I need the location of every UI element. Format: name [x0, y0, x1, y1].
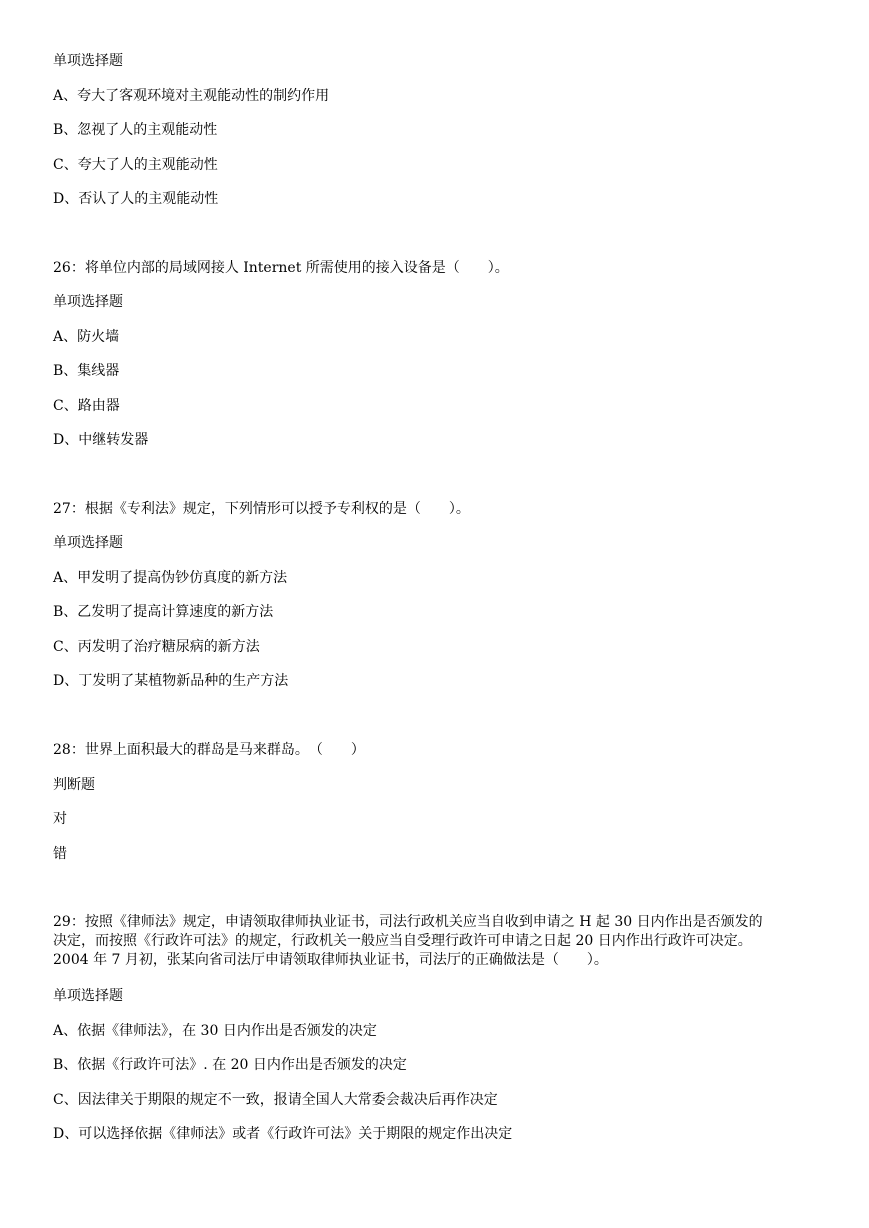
q25-option-c: C、夸大了人的主观能动性: [53, 157, 218, 173]
q26-option-b: B、集线器: [53, 363, 120, 379]
q26-question: 26：将单位内部的局域网接人 Internet 所需使用的接入设备是（ ）。: [53, 260, 509, 276]
q29-question: [53, 913, 823, 970]
q26-option-a: A、防火墙: [53, 329, 120, 345]
q29-question-line-1: 29：按照《律师法》规定，申请领取律师执业证书，司法行政机关应当自收到申请之 H 起 30 日内作出是否颁发的: [53, 914, 763, 930]
q29-option-d: D、可以选择依据《律师法》或者《行政许可法》关于期限的规定作出决定: [53, 1126, 513, 1142]
q26-type: 单项选择题: [53, 294, 123, 310]
q26-option-c: C、路由器: [53, 398, 120, 414]
q28-question: 28：世界上面积最大的群岛是马来群岛。 （ ）: [53, 742, 365, 758]
q29-question-line-2: 决定，而按照《行政许可法》的规定，行政机关一般应当自受理行政许可申请之日起 20 日内作出行政许可决定。: [53, 933, 752, 949]
q25-option-b: B、忽视了人的主观能动性: [53, 122, 218, 138]
q27-option-b: B、乙发明了提高计算速度的新方法: [53, 604, 274, 620]
q29-type: 单项选择题: [53, 988, 123, 1004]
q27-type: 单项选择题: [53, 535, 123, 551]
q25-type: 单项选择题: [53, 53, 123, 69]
q28-option-true: 对: [53, 811, 67, 827]
q28-type: 判断题: [53, 777, 95, 793]
q27-question: 27：根据《专利法》规定，下列情形可以授予专利权的是（ ）。: [53, 501, 470, 517]
q25-option-d: D、否认了人的主观能动性: [53, 191, 219, 207]
q27-option-a: A、甲发明了提高伪钞仿真度的新方法: [53, 570, 288, 586]
q28-option-false: 错: [53, 846, 67, 862]
q27-option-d: D、丁发明了某植物新品种的生产方法: [53, 673, 289, 689]
q29-option-b: B、依据《行政许可法》. 在 20 日内作出是否颁发的决定: [53, 1057, 407, 1073]
q29-option-c: C、因法律关于期限的规定不一致，报请全国人大常委会裁决后再作决定: [53, 1092, 498, 1108]
q29-question-line-3: 2004 年 7 月初，张某向省司法厅申请领取律师执业证书，司法厅的正确做法是（ ）。: [53, 952, 608, 968]
q29-option-a: A、依据《律师法》，在 30 日内作出是否颁发的决定: [53, 1023, 377, 1039]
q27-option-c: C、丙发明了治疗糖尿病的新方法: [53, 639, 260, 655]
q26-option-d: D、中继转发器: [53, 432, 149, 448]
q25-option-a: A、夸大了客观环境对主观能动性的制约作用: [53, 88, 330, 104]
